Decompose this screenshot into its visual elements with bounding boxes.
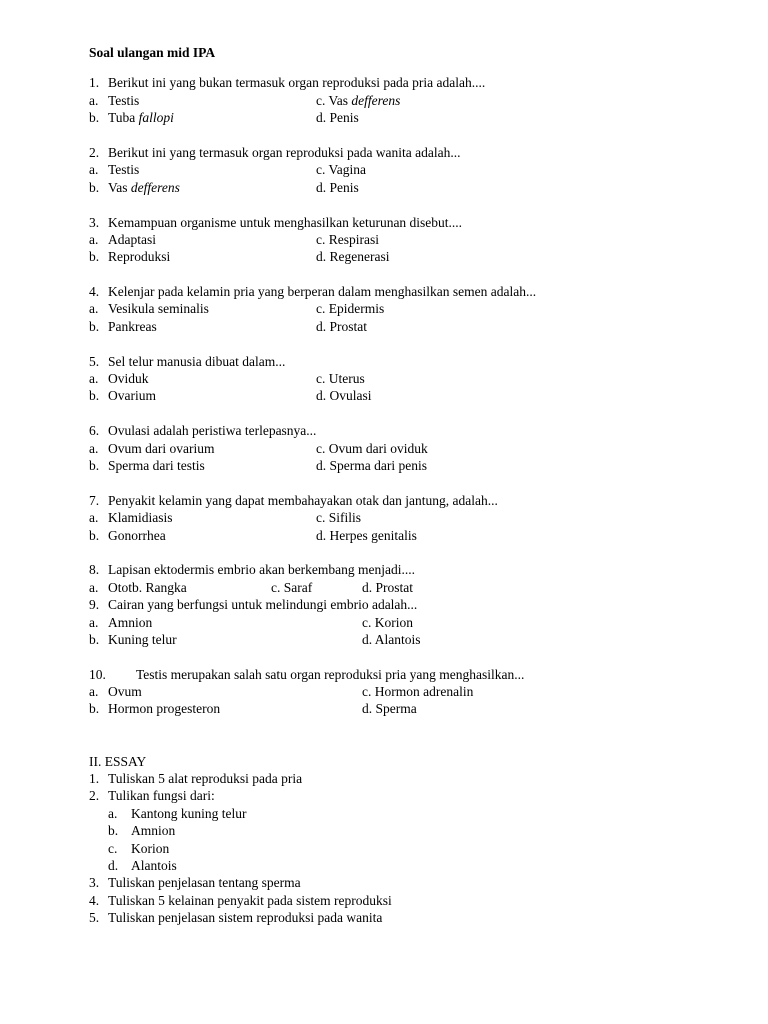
question-text: Testis merupakan salah satu organ reproduksi pria yang menghasilkan...: [136, 666, 525, 682]
option-d: d. Herpes genitalis: [316, 527, 417, 543]
option-a: a. Ototb. Rangka: [89, 579, 187, 595]
options-row: [89, 248, 709, 265]
option-d: d. Prostat: [362, 579, 414, 595]
option-c: c. Vas defferens: [316, 92, 401, 108]
option-c: c. Sifilis: [316, 510, 362, 526]
options-row: [89, 179, 709, 196]
essay-sub-item-c: c. Korion: [108, 840, 170, 856]
option-d: d. Sperma: [362, 701, 417, 717]
options-row: [89, 231, 709, 248]
option-c: c. Ovum dari oviduk: [316, 440, 428, 456]
option-c: c. Epidermis: [316, 301, 385, 317]
options-row: [89, 527, 709, 544]
option-b: b. Vas defferens: [89, 179, 180, 195]
document-page: [89, 44, 709, 927]
option-b: b. Kuning telur: [89, 631, 177, 647]
option-b: b. Pankreas: [89, 318, 157, 334]
essay-item-1: 1. Tuliskan 5 alat reproduksi pada pria: [89, 771, 303, 787]
question-6: [89, 422, 709, 474]
question-number: 10.: [89, 666, 106, 682]
question-4: [89, 283, 709, 335]
option-d: d. Penis: [316, 110, 359, 126]
option-d: d. Alantois: [362, 631, 421, 647]
option-b: b. Sperma dari testis: [89, 457, 205, 473]
options-row: [89, 92, 709, 109]
document-title: Soal ulangan mid IPA: [89, 45, 216, 60]
question-5-stem: [89, 353, 709, 370]
question-number: 2.: [89, 144, 100, 160]
question-text: Penyakit kelamin yang dapat membahayakan otak dan jantung, adalah...: [108, 492, 498, 508]
question-8-stem: [89, 561, 709, 578]
question-number: 9.: [89, 597, 100, 613]
options-row: [89, 370, 709, 387]
option-c: c. Saraf: [271, 579, 313, 595]
question-text: Ovulasi adalah peristiwa terlepasnya...: [108, 423, 317, 439]
option-b: b. Tuba fallopi: [89, 110, 174, 126]
option-a: a. Amnion: [89, 614, 153, 630]
essay-item-2: 2. Tulikan fungsi dari:: [89, 788, 215, 804]
question-7-stem: [89, 492, 709, 509]
option-a: a. Adaptasi: [89, 231, 156, 247]
option-c: c. Vagina: [316, 162, 367, 178]
question-6-stem: [89, 422, 709, 439]
option-a: a. Ovum dari ovarium: [89, 440, 215, 456]
question-10: [89, 666, 709, 718]
option-d: d. Ovulasi: [316, 388, 372, 404]
option-a: a. Testis: [89, 162, 140, 178]
question-3: [89, 214, 709, 266]
options-row: [89, 457, 709, 474]
option-a: a. Klamidiasis: [89, 510, 173, 526]
essay-sub-item-d: d. Alantois: [108, 857, 177, 873]
essay-sub-item-b: b. Amnion: [108, 823, 176, 839]
option-c: c. Respirasi: [316, 231, 379, 247]
question-number: 3.: [89, 214, 100, 230]
essay-heading: II. ESSAY: [89, 753, 147, 769]
question-number: 1.: [89, 75, 100, 91]
option-c: c. Uterus: [316, 371, 365, 387]
question-text: Lapisan ektodermis embrio akan berkembang menjadi....: [108, 562, 416, 578]
options-row: [89, 579, 709, 596]
options-row: [89, 300, 709, 317]
question-text: Berikut ini yang bukan termasuk organ reproduksi pada pria adalah....: [108, 75, 486, 91]
question-2-stem: [89, 144, 709, 161]
essay-section: [89, 753, 709, 927]
essay-sub-item-a: a. Kantong kuning telur: [108, 805, 247, 821]
option-b: b. Reproduksi: [89, 249, 171, 265]
option-d: d. Sperma dari penis: [316, 457, 427, 473]
question-8: [89, 561, 709, 596]
question-2: [89, 144, 709, 196]
option-a: a. Oviduk: [89, 371, 149, 387]
question-text: Berikut ini yang termasuk organ reproduksi pada wanita adalah...: [108, 144, 461, 160]
question-text: Sel telur manusia dibuat dalam...: [108, 353, 286, 369]
options-row: [89, 109, 709, 126]
option-c: c. Korion: [362, 614, 413, 630]
options-row: [89, 614, 709, 631]
option-b: b. Hormon progesteron: [89, 701, 221, 717]
options-row: [89, 440, 709, 457]
question-9: [89, 596, 709, 648]
question-number: 8.: [89, 562, 100, 578]
option-d: d. Regenerasi: [316, 249, 390, 265]
options-row: [89, 631, 709, 648]
question-number: 6.: [89, 423, 100, 439]
question-3-stem: [89, 214, 709, 231]
question-number: 7.: [89, 492, 100, 508]
options-row: [89, 161, 709, 178]
question-text: Kemampuan organisme untuk menghasilkan keturunan disebut....: [108, 214, 463, 230]
options-row: [89, 387, 709, 404]
option-c: c. Hormon adrenalin: [362, 684, 474, 700]
question-text: Cairan yang berfungsi untuk melindungi embrio adalah...: [108, 597, 418, 613]
question-10-stem: [89, 666, 709, 683]
option-b: b. Ovarium: [89, 388, 156, 404]
options-row: [89, 509, 709, 526]
question-1-stem: [89, 74, 709, 91]
question-text: Kelenjar pada kelamin pria yang berperan dalam menghasilkan semen adalah...: [108, 284, 537, 300]
question-number: 5.: [89, 353, 100, 369]
question-number: 4.: [89, 284, 100, 300]
options-row: [89, 683, 709, 700]
essay-item-3: 3. Tuliskan penjelasan tentang sperma: [89, 875, 301, 891]
option-a: a. Ovum: [89, 684, 142, 700]
question-1: [89, 74, 709, 126]
essay-item-4: 4. Tuliskan 5 kelainan penyakit pada sistem reproduksi: [89, 892, 392, 908]
question-9-stem: [89, 596, 709, 613]
option-b: b. Gonorrhea: [89, 527, 166, 543]
question-7: [89, 492, 709, 544]
option-a: a. Testis: [89, 92, 140, 108]
option-a: a. Vesikula seminalis: [89, 301, 209, 317]
options-row: [89, 700, 709, 717]
question-5: [89, 353, 709, 405]
essay-item-5: 5. Tuliskan penjelasan sistem reproduksi pada wanita: [89, 910, 383, 926]
options-row: [89, 318, 709, 335]
option-d: d. Prostat: [316, 318, 368, 334]
question-4-stem: [89, 283, 709, 300]
option-d: d. Penis: [316, 179, 359, 195]
